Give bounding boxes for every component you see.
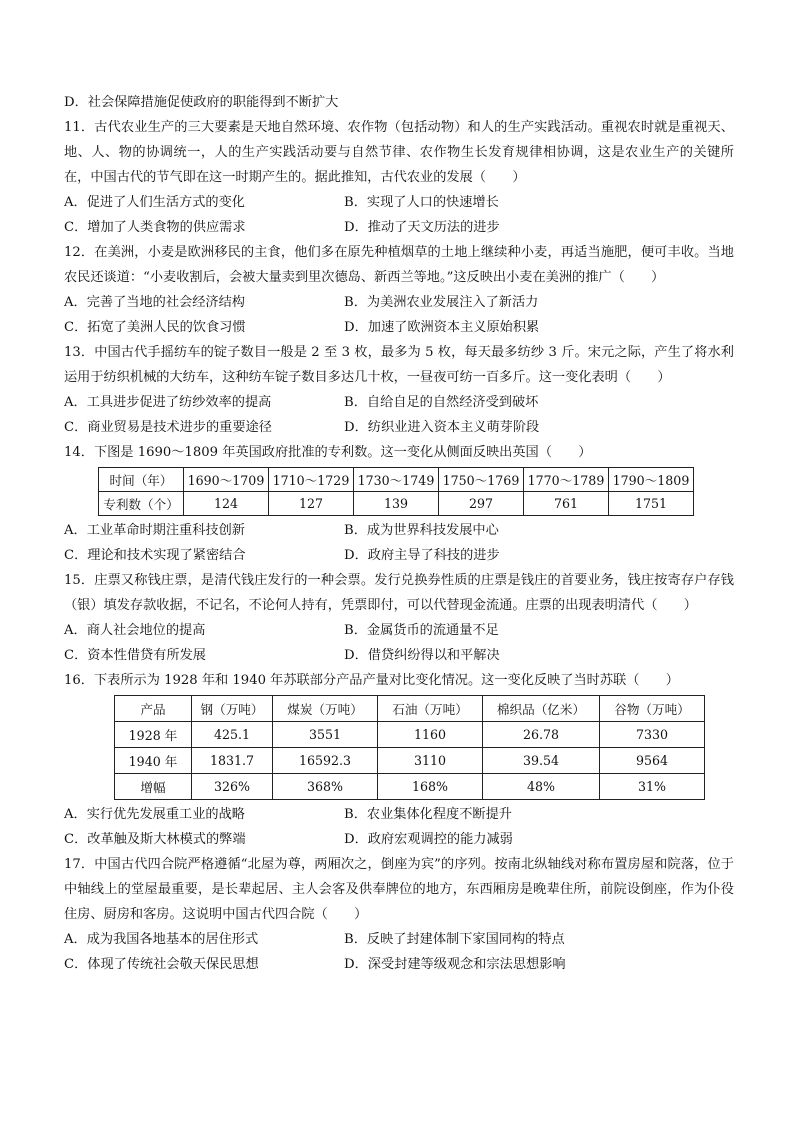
exam-page — [64, 90, 734, 977]
table-row — [99, 492, 694, 516]
table-header-cell: 煤炭（万吨） — [273, 696, 378, 722]
table-cell: 1690～1709 — [184, 468, 269, 492]
table-header-cell: 谷物（万吨） — [600, 696, 705, 722]
q16-option-c[interactable]: C．改革触及斯大林模式的弊端 — [64, 832, 246, 847]
table-cell: 31% — [600, 774, 705, 800]
q15-options-row-1 — [64, 618, 734, 643]
table-cell: 3551 — [273, 722, 378, 748]
table-cell: 368% — [273, 774, 378, 800]
q14-options-row-1 — [64, 518, 734, 543]
q11-option-b[interactable]: B．实现了人口的快速增长 — [344, 195, 499, 210]
table-cell: 专利数（个） — [99, 492, 184, 516]
table-cell: 1831.7 — [192, 748, 273, 774]
q11-option-a[interactable]: A．促进了人们生活方式的变化 — [64, 195, 245, 210]
q15-options-row-2 — [64, 643, 734, 668]
table-cell: 48% — [483, 774, 600, 800]
table-cell: 增幅 — [115, 774, 192, 800]
table-cell: 139 — [354, 492, 439, 516]
q11-option-d[interactable]: D．推动了天文历法的进步 — [344, 220, 500, 235]
q12-options-row-2 — [64, 315, 734, 340]
table-row — [115, 748, 705, 774]
table-row — [115, 696, 705, 722]
table-cell: 1750～1769 — [439, 468, 524, 492]
q15-option-c[interactable]: C．资本性借贷有所发展 — [64, 648, 206, 663]
table-cell: 3110 — [378, 748, 483, 774]
q13-options-row-1 — [64, 390, 734, 415]
q12-option-d[interactable]: D．加速了欧洲资本主义原始积累 — [344, 320, 540, 335]
q12-option-c[interactable]: C．拓宽了美洲人民的饮食习惯 — [64, 320, 246, 335]
q11-options-row-1 — [64, 190, 734, 215]
q14-option-b[interactable]: B．成为世界科技发展中心 — [344, 523, 499, 538]
q13-stem: 13．中国古代手摇纺车的锭子数目一般是 2 至 3 枚，最多为 5 枚，每天最多纺纱 3 斤。宋元之际，产生了将水利运用于纺织机械的大纺车，这种纺车锭子数目多达几十枚，一昼夜可纺一百多斤。这一变化表明（ ） — [64, 345, 734, 385]
table-cell: 1730～1749 — [354, 468, 439, 492]
q14-stem: 14．下图是 1690～1809 年英国政府批准的专利数。这一变化从侧面反映出英国（ ） — [64, 445, 592, 460]
table-cell: 26.78 — [483, 722, 600, 748]
q17-option-c[interactable]: C．体现了传统社会敬天保民思想 — [64, 957, 259, 972]
table-cell: 297 — [439, 492, 524, 516]
table-cell: 425.1 — [192, 722, 273, 748]
q14-option-c[interactable]: C．理论和技术实现了紧密结合 — [64, 548, 246, 563]
q10-option-d: D．社会保障措施促使政府的职能得到不断扩大 — [64, 95, 339, 110]
q11-options-row-2 — [64, 215, 734, 240]
q16-option-b[interactable]: B．农业集体化程度不断提升 — [344, 807, 512, 822]
q14-option-a[interactable]: A．工业革命时期注重科技创新 — [64, 523, 245, 538]
table-cell: 39.54 — [483, 748, 600, 774]
q17-option-a[interactable]: A．成为我国各地基本的居住形式 — [64, 932, 259, 947]
table-row — [99, 468, 694, 492]
q11-stem: 11．古代农业生产的三大要素是天地自然环境、农作物（包括动物）和人的生产实践活动。重视农时就是重视天、地、人、物的协调统一，人的生产实践活动要与自然节律、农作物生长发育规律相协调，这是农业生产的关键所在，中国古代的节气即在这一时期产生的。据此推知，古代农业的发展（ ） — [64, 120, 734, 185]
q12-option-a[interactable]: A．完善了当地的社会经济结构 — [64, 295, 245, 310]
q17-stem: 17．中国古代四合院严格遵循“北屋为尊，两厢次之，倒座为宾”的序列。按南北纵轴线对称布置房屋和院落，位于中轴线上的堂屋最重要，是长辈起居、主人会客及供奉牌位的地方，东西厢房是晚辈住所，前院设倒座，作为仆役住房、厨房和客房。这说明中国古代四合院（ ） — [64, 857, 734, 922]
q13-option-d[interactable]: D．纺织业进入资本主义萌芽阶段 — [344, 420, 540, 435]
table-cell: 326% — [192, 774, 273, 800]
table-cell: 127 — [269, 492, 354, 516]
q17-options-row-2 — [64, 952, 734, 977]
q17-options-row-1 — [64, 927, 734, 952]
q13-option-c[interactable]: C．商业贸易是技术进步的重要途径 — [64, 420, 272, 435]
q15-option-b[interactable]: B．金属货币的流通量不足 — [344, 623, 499, 638]
q15-stem: 15．庄票又称钱庄票，是清代钱庄发行的一种会票。发行兑换券性质的庄票是钱庄的首要业务，钱庄按寄存户存钱（银）填发存款收据，不记名，不论何人持有，凭票即付，可以代替现金流通。庄票的出现表明清代（ ） — [64, 573, 734, 613]
table-cell: 9564 — [600, 748, 705, 774]
q14-options-row-2 — [64, 543, 734, 568]
q15-option-a[interactable]: A．商人社会地位的提高 — [64, 623, 206, 638]
q16-options-row-2 — [64, 827, 734, 852]
table-cell: 168% — [378, 774, 483, 800]
table-cell: 7330 — [600, 722, 705, 748]
table-header-cell: 钢（万吨） — [192, 696, 273, 722]
table-header-cell: 石油（万吨） — [378, 696, 483, 722]
q12-stem: 12．在美洲，小麦是欧洲移民的主食，他们多在原先种植烟草的土地上继续种小麦，再适当施肥，便可丰收。当地农民还谈道：“小麦收割后，会被大量卖到里次德岛、新西兰等地。”这反映出小麦在美洲的推广（ ） — [64, 245, 734, 285]
q17-option-b[interactable]: B．反映了封建体制下家国同构的特点 — [344, 932, 565, 947]
table-row — [115, 774, 705, 800]
q14-option-d[interactable]: D．政府主导了科技的进步 — [344, 548, 500, 563]
table-cell: 时间（年） — [99, 468, 184, 492]
table-header-cell: 棉织品（亿米） — [483, 696, 600, 722]
q11-option-c[interactable]: C．增加了人类食物的供应需求 — [64, 220, 246, 235]
q16-production-table — [114, 695, 705, 800]
q13-option-b[interactable]: B．自给自足的自然经济受到破坏 — [344, 395, 539, 410]
q14-patent-table — [98, 467, 694, 516]
q16-options-row-1 — [64, 802, 734, 827]
table-cell: 1940 年 — [115, 748, 192, 774]
q17-option-d[interactable]: D．深受封建等级观念和宗法思想影响 — [344, 957, 566, 972]
q12-options-row-1 — [64, 290, 734, 315]
q12-option-b[interactable]: B．为美洲农业发展注入了新活力 — [344, 295, 539, 310]
table-cell: 761 — [524, 492, 609, 516]
table-cell: 16592.3 — [273, 748, 378, 774]
q16-stem: 16．下表所示为 1928 年和 1940 年苏联部分产品产量对比变化情况。这一变化反映了当时苏联（ ） — [64, 673, 679, 688]
table-cell: 1790～1809 — [609, 468, 694, 492]
table-header-cell: 产品 — [115, 696, 192, 722]
q13-option-a[interactable]: A．工具进步促进了纺纱效率的提高 — [64, 395, 272, 410]
q13-options-row-2 — [64, 415, 734, 440]
table-cell: 124 — [184, 492, 269, 516]
table-cell: 1710～1729 — [269, 468, 354, 492]
q16-option-a[interactable]: A．实行优先发展重工业的战略 — [64, 807, 245, 822]
table-row — [115, 722, 705, 748]
table-cell: 1160 — [378, 722, 483, 748]
table-cell: 1770～1789 — [524, 468, 609, 492]
q15-option-d[interactable]: D．借贷纠纷得以和平解决 — [344, 648, 500, 663]
table-cell: 1751 — [609, 492, 694, 516]
q16-option-d[interactable]: D．政府宏观调控的能力减弱 — [344, 832, 513, 847]
table-cell: 1928 年 — [115, 722, 192, 748]
